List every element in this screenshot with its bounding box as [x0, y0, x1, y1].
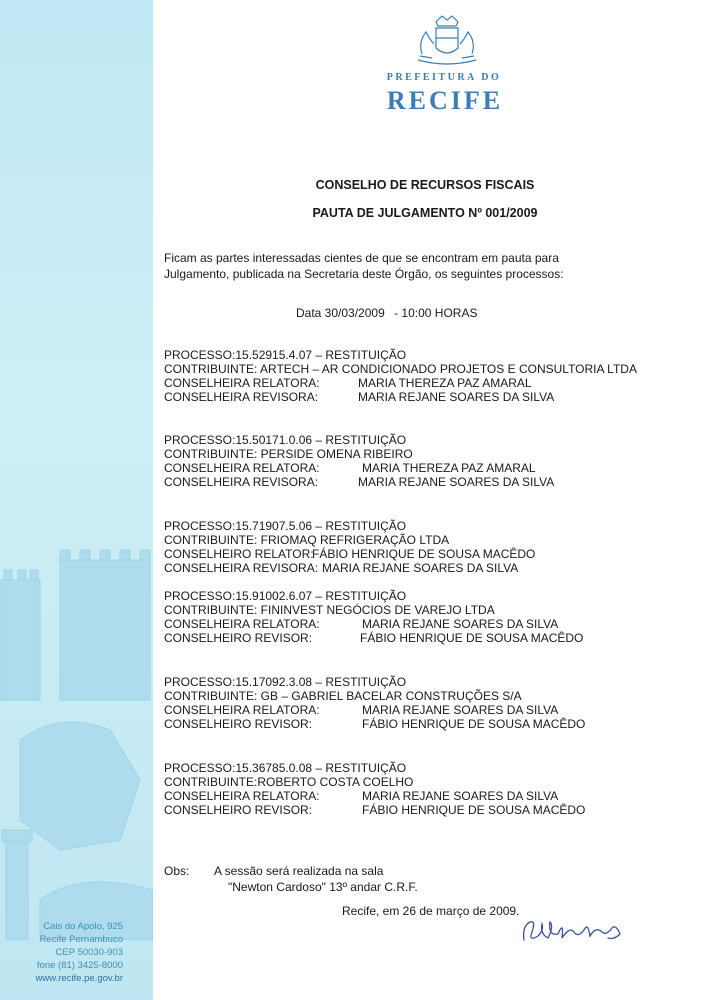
reviewer-name: MARIA REJANE SOARES DA SILVA: [358, 475, 555, 489]
session-date-value: Data 30/03/2009: [296, 306, 385, 320]
intro-line-1: Ficam as partes interessadas cientes de que se encontram em pauta para: [164, 251, 559, 265]
reviewer-label: CONSELHEIRO REVISOR:: [164, 631, 313, 645]
recife-logo-text: RECIFE: [386, 86, 504, 115]
process-number: PROCESSO:15.17092.3.08 – RESTITUIÇÃO: [164, 675, 407, 689]
process-number: PROCESSO:15.71907.5.06 – RESTITUIÇÃO: [164, 519, 407, 533]
intro-paragraph: [164, 250, 634, 282]
taxpayer: CONTRIBUINTE: ARTECH – AR CONDICIONADO PROJETOS E CONSULTORIA LTDA: [164, 362, 637, 376]
reviewer-label: CONSELHEIRA REVISORA:: [164, 475, 319, 489]
reviewer-name: MARIA REJANE SOARES DA SILVA: [322, 561, 519, 575]
taxpayer: CONTRIBUINTE: FRIOMAQ REFRIGERAÇÃO LTDA: [164, 533, 450, 547]
taxpayer: CONTRIBUINTE:ROBERTO COSTA COELHO: [164, 775, 414, 789]
address-cep: CEP 50030-903: [55, 947, 123, 958]
process-number: PROCESSO:15.91002.6.07 – RESTITUIÇÃO: [164, 589, 407, 603]
handwritten-signature: [518, 912, 628, 948]
reviewer-name: FÁBIO HENRIQUE DE SOUSA MACÊDO: [360, 631, 584, 645]
session-time-value: - 10:00 HORAS: [394, 306, 478, 320]
address-city: Recife Pernambuco: [39, 934, 123, 945]
intro-line-2: Julgamento, publicada na Secretaria deste Órgão, os seguintes processos:: [164, 267, 564, 281]
process-number: PROCESSO:15.52915.4.07 – RESTITUIÇÃO: [164, 348, 407, 362]
rapporteur-label: CONSELHEIRA RELATORA:: [164, 617, 320, 631]
rapporteur-label: CONSELHEIRA RELATORA:: [164, 461, 320, 475]
rapporteur-name: MARIA REJANE SOARES DA SILVA: [362, 703, 559, 717]
rapporteur-name: MARIA REJANE SOARES DA SILVA: [362, 617, 559, 631]
address-phone: fone (81) 3425-8000: [36, 960, 123, 971]
city-skyline-watermark: [0, 540, 153, 940]
agenda-title: PAUTA DE JULGAMENTO Nº 001/2009: [312, 206, 538, 220]
obs-label: Obs:: [164, 864, 190, 878]
obs-line-2: "Newton Cardoso" 13º andar C.R.F.: [228, 880, 418, 894]
address-block: [36, 920, 123, 985]
reviewer-label: CONSELHEIRO REVISOR:: [164, 717, 313, 731]
reviewer-label: CONSELHEIRA REVISORA:: [164, 390, 319, 404]
taxpayer: CONTRIBUINTE: FININVEST NEGÓCIOS DE VAREJO LTDA: [164, 603, 495, 617]
reviewer-name: FÁBIO HENRIQUE DE SOUSA MACÊDO: [362, 717, 586, 731]
obs-line-1: A sessão será realizada na sala: [214, 864, 384, 878]
left-decorative-band: [0, 0, 153, 1000]
rapporteur-name: MARIA THEREZA PAZ AMARAL: [358, 376, 532, 390]
council-title: CONSELHO DE RECURSOS FISCAIS: [315, 178, 535, 192]
reviewer-name: MARIA REJANE SOARES DA SILVA: [358, 390, 555, 404]
reviewer-label: CONSELHEIRA REVISORA:: [164, 561, 319, 575]
rapporteur-name: FÁBIO HENRIQUE DE SOUSA MACÊDO: [312, 547, 536, 561]
process-number: PROCESSO:15.50171.0.06 – RESTITUIÇÃO: [164, 433, 407, 447]
process-number: PROCESSO:15.36785.0.08 – RESTITUIÇÃO: [164, 761, 407, 775]
reviewer-name: FÁBIO HENRIQUE DE SOUSA MACÊDO: [362, 803, 586, 817]
rapporteur-label: CONSELHEIRA RELATORA:: [164, 703, 320, 717]
address-street: Cais do Apolo, 925: [43, 921, 123, 932]
rapporteur-name: MARIA REJANE SOARES DA SILVA: [362, 789, 559, 803]
rapporteur-label: CONSELHEIRA RELATORA:: [164, 376, 320, 390]
rapporteur-label: CONSELHEIRA RELATORA:: [164, 789, 320, 803]
session-date: [296, 306, 483, 320]
address-website: www.recife.pe.gov.br: [35, 973, 123, 984]
rapporteur-label: CONSELHEIRO RELATOR:: [164, 547, 314, 561]
coat-of-arms-icon: [412, 14, 482, 66]
rapporteur-name: MARIA THEREZA PAZ AMARAL: [362, 461, 536, 475]
taxpayer: CONTRIBUINTE: PERSIDE OMENA RIBEIRO: [164, 447, 413, 461]
taxpayer: CONTRIBUINTE: GB – GABRIEL BACELAR CONSTRUÇÕES S/A: [164, 689, 522, 703]
prefeitura-label: PREFEITURA DO: [386, 72, 502, 83]
place-and-date: Recife, em 26 de março de 2009.: [342, 904, 520, 918]
reviewer-label: CONSELHEIRO REVISOR:: [164, 803, 313, 817]
